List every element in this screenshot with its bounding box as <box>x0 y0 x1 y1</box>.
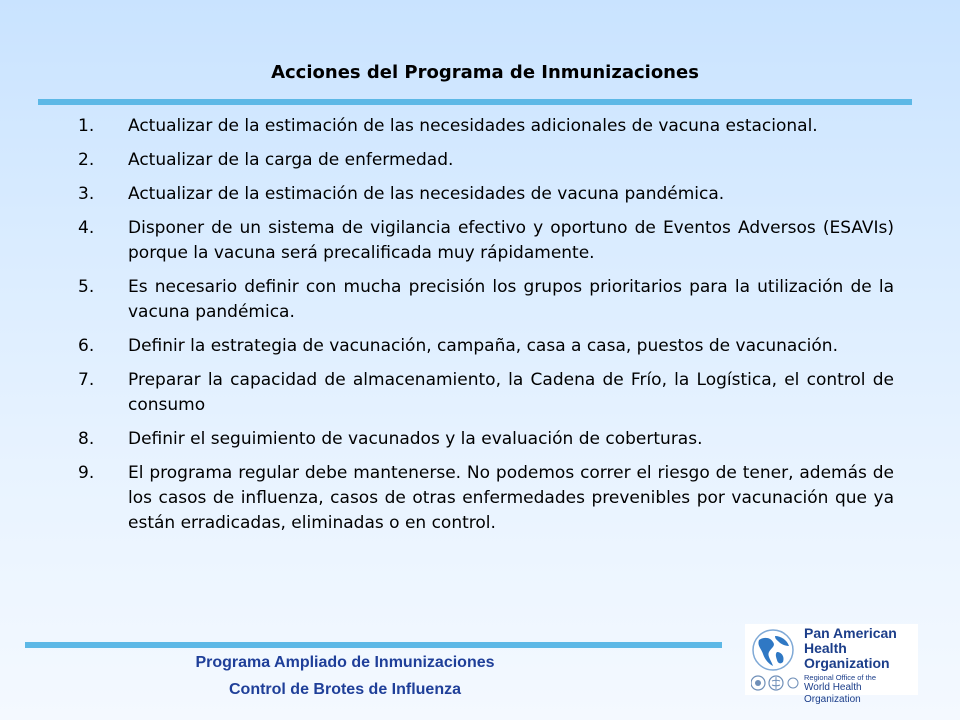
org-name <box>804 626 897 671</box>
list-item <box>78 182 894 207</box>
list-item-text: El programa regular debe mantenerse. No podemos correr el riesgo de tener, además de los casos de influenza, casos de otras enfermedades prevenibles por vacunación que ya están erradicadas, eliminadas o en control. <box>128 463 894 533</box>
slide-title: Acciones del Programa de Inmunizaciones <box>271 62 699 83</box>
list-item-number: 9. <box>78 463 95 483</box>
list-item <box>78 427 894 452</box>
org-name-line: Organization <box>804 655 890 671</box>
footer-divider <box>25 642 722 648</box>
list-item-number: 3. <box>78 184 95 204</box>
list-item-number: 7. <box>78 370 95 390</box>
org-subtitle-line: Regional Office of the <box>804 673 876 682</box>
list-item-number: 6. <box>78 336 95 356</box>
list-item <box>78 216 894 266</box>
globe-icon <box>751 628 795 672</box>
org-name-line: Pan American <box>804 625 897 641</box>
org-subtitle <box>804 673 918 706</box>
list-item-text: Definir el seguimiento de vacunados y la evaluación de coberturas. <box>128 429 703 449</box>
list-item-text: Actualizar de la carga de enfermedad. <box>128 150 454 170</box>
list-item <box>78 368 894 418</box>
list-item <box>78 334 894 359</box>
list-item-number: 1. <box>78 116 95 136</box>
list-item-text: Actualizar de la estimación de las necesidades adicionales de vacuna estacional. <box>128 116 818 136</box>
list-item-text: Disponer de un sistema de vigilancia efectivo y oportuno de Eventos Adversos (ESAVIs) porque la vacuna será precalificada muy rápidamente. <box>128 218 894 263</box>
action-list <box>78 114 894 545</box>
list-item-text: Definir la estrategia de vacunación, campaña, casa a casa, puestos de vacunación. <box>128 336 838 356</box>
footer-subtitle: Control de Brotes de Influenza <box>228 681 461 698</box>
list-item <box>78 148 894 173</box>
list-item <box>78 114 894 139</box>
list-item <box>78 275 894 325</box>
emblem-icons <box>751 674 799 692</box>
list-item-number: 2. <box>78 150 95 170</box>
list-item-text: Actualizar de la estimación de las necesidades de vacuna pandémica. <box>128 184 725 204</box>
list-item-text: Es necesario definir con mucha precisión los grupos prioritarios para la utilización de la vacuna pandémica. <box>128 277 894 322</box>
title-divider <box>38 99 912 105</box>
list-item-number: 5. <box>78 277 95 297</box>
list-item-number: 4. <box>78 218 95 238</box>
paho-logo <box>745 624 918 705</box>
footer-program-name: Programa Ampliado de Inmunizaciones <box>195 654 495 671</box>
list-item-number: 8. <box>78 429 95 449</box>
list-item-text: Preparar la capacidad de almacenamiento, la Cadena de Frío, la Logística, el control de consumo <box>128 370 894 415</box>
list-item <box>78 461 894 536</box>
org-subtitle-line: World Health Organization <box>804 682 862 705</box>
org-name-line: Health <box>804 640 847 656</box>
